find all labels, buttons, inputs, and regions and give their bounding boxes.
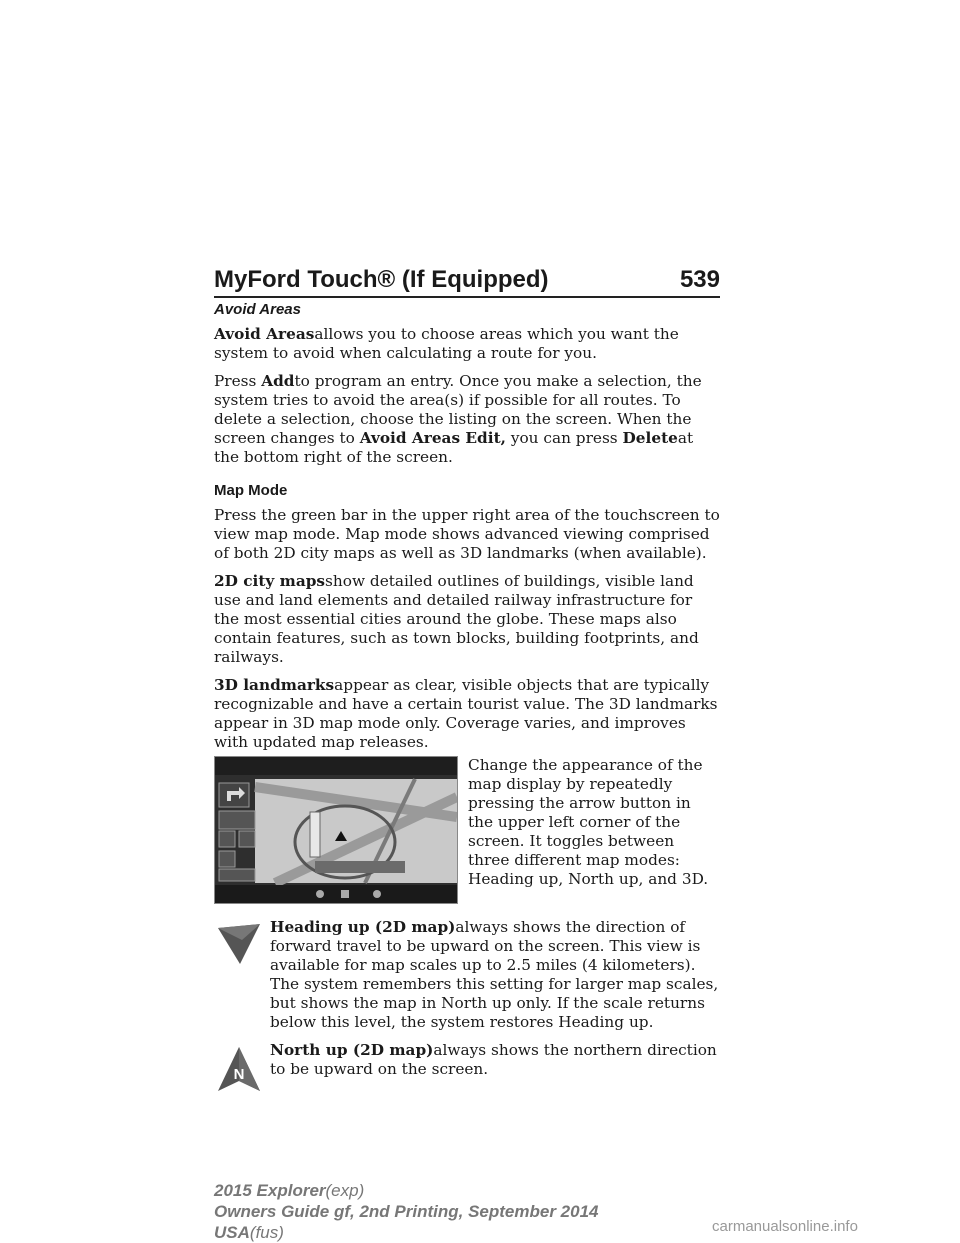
avoid-areas-paragraph-2 bbox=[214, 372, 720, 467]
avoid-areas-paragraph-1 bbox=[214, 325, 720, 363]
north-up-arrow-icon bbox=[214, 1045, 264, 1093]
paragraph-text: at the bottom right of the screen. bbox=[214, 429, 694, 466]
heading-up-section bbox=[214, 918, 720, 1032]
map-mode-paragraph-1: Press the green bar in the upper right area of the touchscreen to view map mode. Map mode shows advanced viewing comprised of both 2D city maps as well as 3D landmarks (when available). bbox=[214, 506, 720, 562]
page-number: 539 bbox=[679, 266, 720, 293]
map-figure-row bbox=[214, 756, 720, 904]
chapter-title: MyFord Touch® (If Equipped) bbox=[214, 266, 549, 293]
bold-term: Delete bbox=[622, 429, 678, 447]
map-mode-paragraph-2 bbox=[214, 572, 720, 667]
bold-term: Avoid Areas bbox=[214, 325, 315, 343]
bold-term: 3D landmarks bbox=[214, 676, 335, 694]
bold-term: North up (2D map) bbox=[270, 1041, 434, 1059]
paragraph-text: appear as clear, visible objects that are typically recognizable and have a certain tourist value. The 3D landmarks appear in 3D map mode only. Coverage varies, and improves with updated map releases. bbox=[214, 676, 718, 751]
footer-line-2: Owners Guide gf, 2nd Printing, September 2014 bbox=[214, 1202, 599, 1221]
paragraph-text: to program an entry. Once you make a selection, the system tries to avoid the area(s) if possible for all routes. To delete a selection, choose the listing on the screen. When the screen changes to bbox=[214, 372, 702, 447]
watermark: carmanualsonline.info bbox=[712, 1218, 858, 1235]
heading-up-paragraph bbox=[214, 918, 720, 1032]
paragraph-text: you can press bbox=[505, 429, 623, 447]
paragraph-text: Press bbox=[214, 372, 262, 390]
footer-model: 2015 Explorer bbox=[214, 1181, 326, 1200]
footer-line-3 bbox=[214, 1222, 598, 1243]
bold-term: 2D city maps bbox=[214, 572, 326, 590]
footer-line-1 bbox=[214, 1180, 598, 1201]
north-up-paragraph bbox=[214, 1041, 720, 1079]
avoid-areas-heading: Avoid Areas bbox=[214, 301, 301, 318]
footer-market-code: (fus) bbox=[249, 1223, 284, 1242]
header-rule bbox=[214, 296, 720, 298]
bold-term: Add bbox=[261, 372, 295, 390]
map-figure-caption: Change the appearance of the map display by repeatedly pressing the arrow button in the upper left corner of the screen. It toggles between three different map modes: Heading up, North up, and 3D. bbox=[468, 756, 709, 888]
north-letter: N bbox=[233, 1066, 245, 1083]
page-header bbox=[214, 254, 720, 294]
bold-term: Avoid Areas Edit, bbox=[359, 429, 506, 447]
footer-model-code: (exp) bbox=[325, 1181, 365, 1200]
map-screen-image bbox=[215, 757, 457, 903]
page-footer bbox=[214, 1180, 598, 1243]
footer-market: USA bbox=[214, 1223, 250, 1242]
map-mode-paragraph-3 bbox=[214, 676, 720, 752]
paragraph-text: allows you to choose areas which you want the system to avoid when calculating a route for you. bbox=[214, 325, 679, 362]
bold-term: Heading up (2D map) bbox=[270, 918, 456, 936]
paragraph-text: always shows the northern direction to be upward on the screen. bbox=[270, 1041, 717, 1078]
north-up-section bbox=[214, 1041, 720, 1083]
map-mode-heading: Map Mode bbox=[214, 482, 288, 499]
paragraph-text: always shows the direction of forward travel to be upward on the screen. This view is available for map scales up to 2.5 miles (4 kilometers). The system remembers this setting for larger map scales, but shows the map in North up only. If the scale returns below this level, the system restores Heading up. bbox=[270, 918, 719, 1031]
paragraph-text: show detailed outlines of buildings, visible land use and land elements and detailed railway infrastructure for the most essential cities around the globe. These maps also contain features, such as town blocks, building footprints, and railways. bbox=[214, 572, 699, 666]
main-text bbox=[214, 300, 720, 1088]
map-screen-illustration bbox=[214, 756, 458, 904]
heading-up-arrow-icon bbox=[214, 918, 264, 966]
